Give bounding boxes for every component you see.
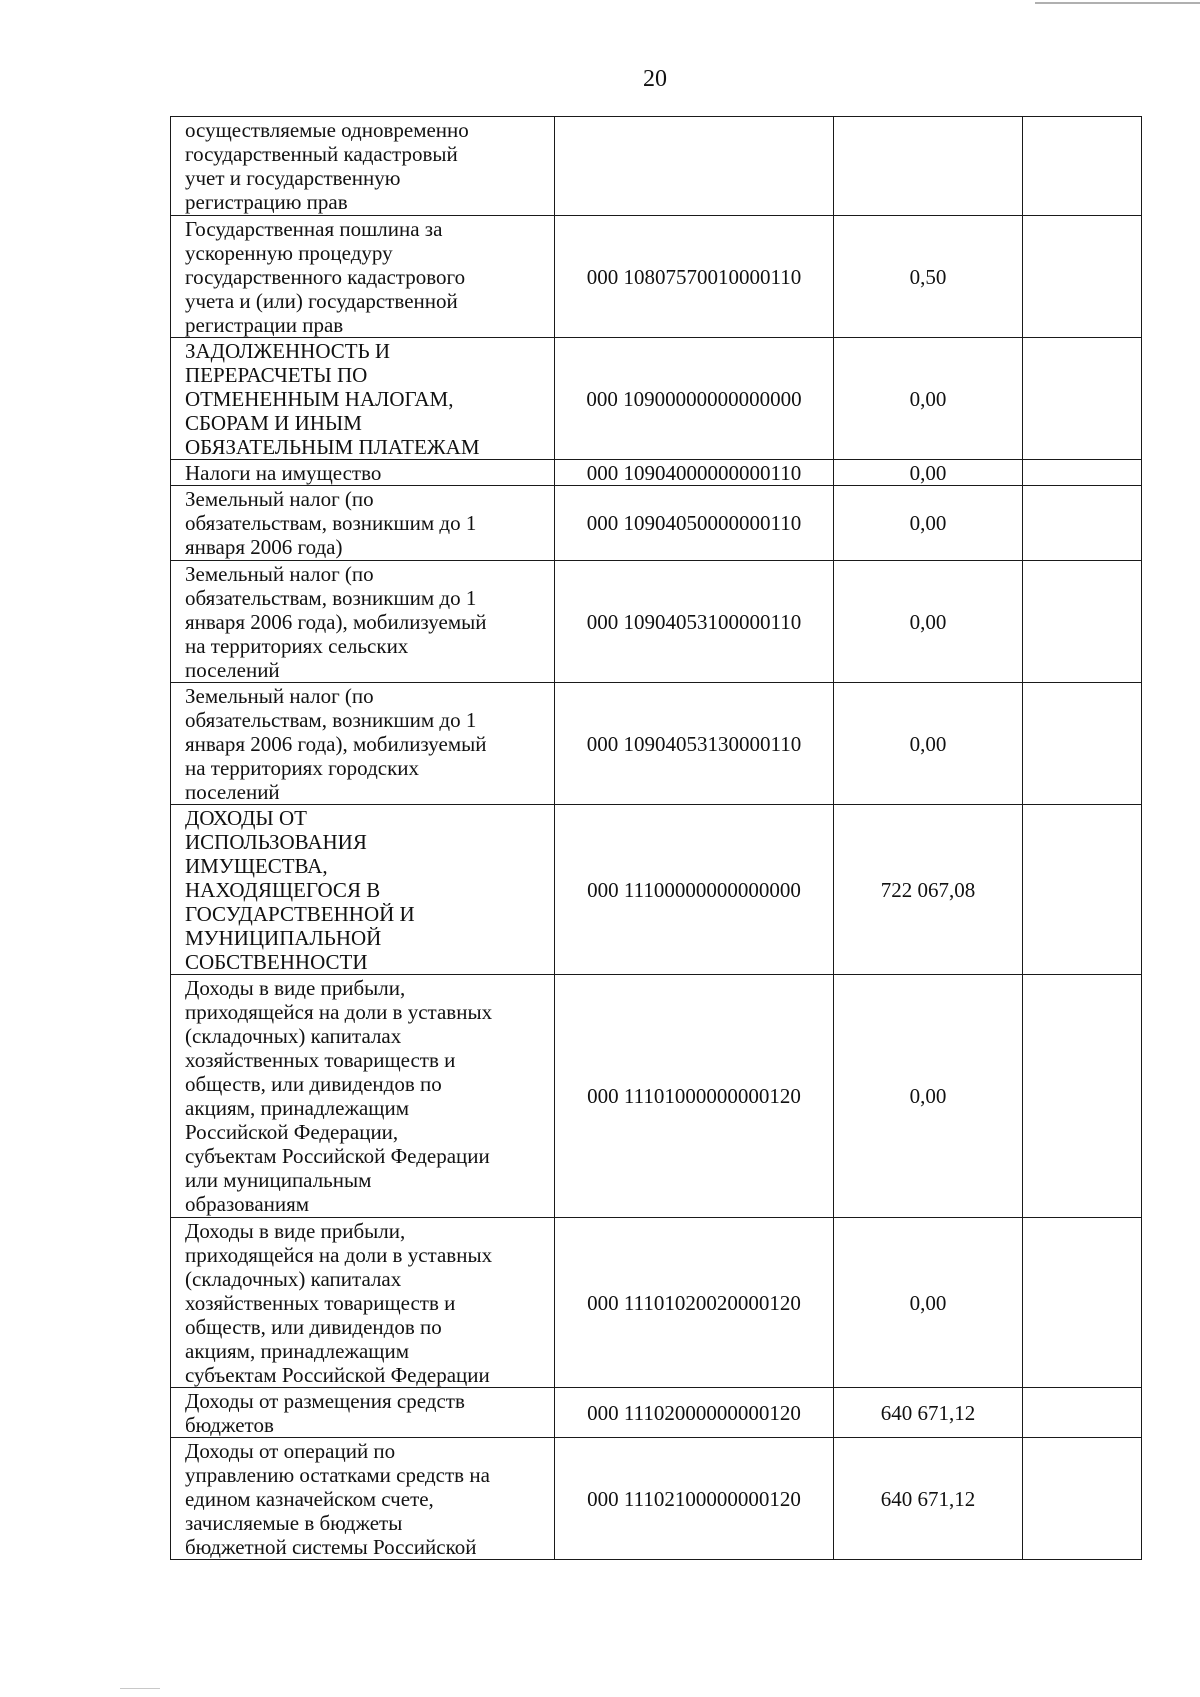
budget-code-cell: 000 11101020020000120: [555, 1218, 834, 1388]
revenue-name-cell: Земельный налог (по обязательствам, возникшим до 1 января 2006 года), мобилизуемый на территориях городских поселений: [171, 683, 555, 805]
empty-cell: [1023, 683, 1142, 805]
amount-cell: 0,00: [834, 975, 1023, 1218]
scan-edge-line: [1035, 2, 1200, 4]
budget-code-cell: 000 11100000000000000: [555, 805, 834, 975]
table-row: [171, 117, 1142, 216]
table-row: [171, 1218, 1142, 1388]
scan-edge-mark: [120, 1688, 160, 1689]
empty-cell: [1023, 561, 1142, 683]
amount-cell: 0,00: [834, 561, 1023, 683]
amount-cell: 722 067,08: [834, 805, 1023, 975]
budget-code-cell: 000 11102100000000120: [555, 1438, 834, 1560]
empty-cell: [1023, 805, 1142, 975]
budget-code-cell: 000 10904050000000110: [555, 486, 834, 561]
budget-code-cell: 000 10904000000000110: [555, 460, 834, 486]
empty-cell: [1023, 486, 1142, 561]
table-row: [171, 561, 1142, 683]
empty-cell: [1023, 1388, 1142, 1438]
table-body: [171, 117, 1142, 1560]
revenue-name-cell: Земельный налог (по обязательствам, возникшим до 1 января 2006 года), мобилизуемый на территориях сельских поселений: [171, 561, 555, 683]
empty-cell: [1023, 975, 1142, 1218]
revenue-name-cell: ЗАДОЛЖЕННОСТЬ И ПЕРЕРАСЧЕТЫ ПО ОТМЕНЕННЫМ НАЛОГАМ, СБОРАМ И ИНЫМ ОБЯЗАТЕЛЬНЫМ ПЛАТЕЖАМ: [171, 338, 555, 460]
budget-code-cell: 000 11101000000000120: [555, 975, 834, 1218]
budget-code-cell: 000 10900000000000000: [555, 338, 834, 460]
table-row: [171, 1438, 1142, 1560]
amount-cell: 0,50: [834, 216, 1023, 338]
budget-code-cell: 000 10807570010000110: [555, 216, 834, 338]
table-row: [171, 216, 1142, 338]
amount-cell: 0,00: [834, 460, 1023, 486]
empty-cell: [1023, 1438, 1142, 1560]
table-row: [171, 975, 1142, 1218]
empty-cell: [1023, 338, 1142, 460]
budget-code-cell: 000 10904053100000110: [555, 561, 834, 683]
table-row: [171, 338, 1142, 460]
page-number: 20: [643, 66, 667, 92]
amount-cell: 0,00: [834, 1218, 1023, 1388]
table-row: [171, 1388, 1142, 1438]
revenue-name-cell: Земельный налог (по обязательствам, возникшим до 1 января 2006 года): [171, 486, 555, 561]
revenue-name-cell: осуществляемые одновременно государственный кадастровый учет и государственную регистрацию прав: [171, 117, 555, 216]
revenue-name-cell: ДОХОДЫ ОТ ИСПОЛЬЗОВАНИЯ ИМУЩЕСТВА, НАХОДЯЩЕГОСЯ В ГОСУДАРСТВЕННОЙ И МУНИЦИПАЛЬНОЙ СОБСТВЕННОСТИ: [171, 805, 555, 975]
table-row: [171, 460, 1142, 486]
revenue-name-cell: Доходы в виде прибыли, приходящейся на доли в уставных (складочных) капиталах хозяйственных товариществ и обществ, или дивидендов по акциям, принадлежащим субъектам Российской Федерации: [171, 1218, 555, 1388]
budget-code-cell: 000 10904053130000110: [555, 683, 834, 805]
table-row: [171, 683, 1142, 805]
revenue-table: [170, 116, 1142, 1560]
revenue-name-cell: Налоги на имущество: [171, 460, 555, 486]
budget-code-cell: [555, 117, 834, 216]
amount-cell: 640 671,12: [834, 1388, 1023, 1438]
table-row: [171, 805, 1142, 975]
empty-cell: [1023, 216, 1142, 338]
amount-cell: [834, 117, 1023, 216]
table-row: [171, 486, 1142, 561]
amount-cell: 0,00: [834, 486, 1023, 561]
empty-cell: [1023, 1218, 1142, 1388]
empty-cell: [1023, 460, 1142, 486]
budget-code-cell: 000 11102000000000120: [555, 1388, 834, 1438]
revenue-name-cell: Доходы от операций по управлению остатками средств на едином казначейском счете, зачисляемые в бюджеты бюджетной системы Российской: [171, 1438, 555, 1560]
revenue-name-cell: Доходы от размещения средств бюджетов: [171, 1388, 555, 1438]
amount-cell: 640 671,12: [834, 1438, 1023, 1560]
empty-cell: [1023, 117, 1142, 216]
amount-cell: 0,00: [834, 683, 1023, 805]
revenue-name-cell: Государственная пошлина за ускоренную процедуру государственного кадастрового учета и (или) государственной регистрации прав: [171, 216, 555, 338]
amount-cell: 0,00: [834, 338, 1023, 460]
revenue-name-cell: Доходы в виде прибыли, приходящейся на доли в уставных (складочных) капиталах хозяйственных товариществ и обществ, или дивидендов по акциям, принадлежащим Российской Федерации, субъектам Российской Федерации или муниципальным образованиям: [171, 975, 555, 1218]
